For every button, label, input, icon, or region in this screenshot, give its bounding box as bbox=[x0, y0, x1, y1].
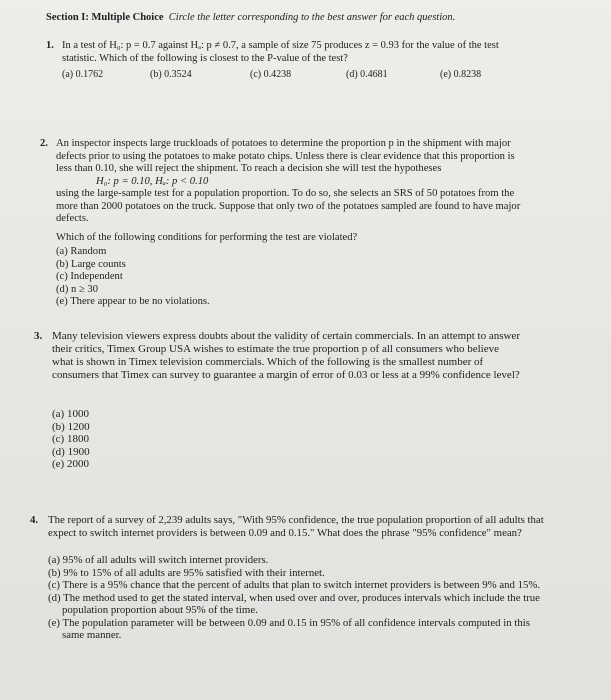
q2-line: more than 2000 potatoes on the truck. Suppose that only two of the potatoes sampled are found to have major bbox=[56, 200, 521, 212]
option-c[interactable]: (c) 1800 bbox=[52, 433, 89, 445]
option-e[interactable]: (e) 2000 bbox=[52, 458, 89, 470]
question-1 bbox=[46, 40, 586, 82]
option-d[interactable]: (d) The method used to get the stated interval, when used over and over, produces intervals which include the true bbox=[48, 591, 540, 604]
question-number: 2. bbox=[40, 138, 48, 149]
option-e[interactable]: (e) There appear to be no violations. bbox=[56, 296, 210, 307]
option-a[interactable]: (a) 95% of all adults will switch internet providers. bbox=[48, 554, 269, 566]
q1-options bbox=[62, 69, 586, 82]
option-a[interactable]: (a) 0.1762 bbox=[62, 69, 104, 80]
q3-options bbox=[52, 408, 604, 471]
question-number: 3. bbox=[34, 330, 43, 342]
option-e[interactable]: (e) The population parameter will be between 0.09 and 0.15 in 95% of all confidence intervals computed in this bbox=[48, 616, 530, 629]
q4-line: expect to switch internet providers is between 0.09 and 0.15." What does the phrase "95% confidence" mean? bbox=[48, 527, 522, 539]
option-d[interactable]: (d) 1900 bbox=[52, 445, 90, 458]
q2-prompt: Which of the following conditions for performing the test are violated? bbox=[56, 231, 358, 243]
option-b[interactable]: (b) 9% to 15% of all adults are 95% satisfied with their internet. bbox=[48, 566, 325, 579]
question-text bbox=[56, 138, 600, 244]
q1-line: In a test of H₀: p = 0.7 against Hₐ: p ≠ 0.7, a sample of size 75 produces z = 0.93 for the value of the test bbox=[62, 40, 499, 51]
q2-line: using the large-sample test for a population proportion. To do so, she selects an SRS of 50 potatoes from the bbox=[56, 188, 515, 199]
q2-line: less than 0.10, she will reject the shipment. To reach a decision she will test the hypotheses bbox=[56, 163, 442, 174]
option-a[interactable]: (a) Random bbox=[56, 246, 107, 257]
q3-line: Many television viewers express doubts about the validity of certain commercials. In an attempt to answer bbox=[52, 330, 520, 342]
q4-options bbox=[48, 554, 605, 642]
q2-options bbox=[56, 246, 600, 309]
option-c[interactable]: (c) Independent bbox=[56, 271, 123, 282]
question-text bbox=[48, 514, 605, 540]
q2-line: An inspector inspects large truckloads of potatoes to determine the proportion p in the shipment with major bbox=[56, 138, 511, 149]
question-number: 4. bbox=[30, 514, 39, 526]
option-e-continued: same manner. bbox=[62, 629, 122, 641]
option-c[interactable]: (c) There is a 95% chance that the percent of adults that plan to switch internet providers is between 9% and 15%. bbox=[48, 579, 541, 591]
q4-line: The report of a survey of 2,239 adults says, "With 95% confidence, the true population proportion of all adults that bbox=[48, 514, 544, 526]
option-b[interactable]: (b) Large counts bbox=[56, 258, 126, 270]
question-number: 1. bbox=[46, 40, 54, 51]
hypotheses: H₀: p = 0.10, Hₐ: p < 0.10 bbox=[96, 175, 209, 187]
option-e[interactable]: (e) 0.8238 bbox=[440, 69, 482, 80]
section-header bbox=[46, 12, 455, 23]
section-title: Section I: Multiple Choice bbox=[46, 12, 164, 23]
option-d[interactable]: (d) n ≥ 30 bbox=[56, 283, 99, 295]
question-3 bbox=[34, 330, 604, 471]
option-b[interactable]: (b) 1200 bbox=[52, 420, 90, 433]
option-d-continued: population proportion about 95% of the time. bbox=[62, 604, 258, 616]
question-text bbox=[52, 330, 604, 382]
q3-line: their critics, Timex Group USA wishes to estimate the true proportion p of all consumers who believe bbox=[52, 343, 499, 355]
option-b[interactable]: (b) 0.3524 bbox=[150, 69, 192, 80]
q3-line: what is shown in Timex television commercials. Which of the following is the smallest number of bbox=[52, 356, 484, 368]
q2-line: defects. bbox=[56, 213, 89, 224]
section-instruction: Circle the letter corresponding to the best answer for each question. bbox=[168, 12, 456, 23]
option-a[interactable]: (a) 1000 bbox=[52, 408, 89, 420]
q2-line: defects prior to using the potatoes to make potato chips. Unless there is clear evidence that this proportion is bbox=[56, 150, 515, 162]
option-d[interactable]: (d) 0.4681 bbox=[346, 69, 388, 80]
option-c[interactable]: (c) 0.4238 bbox=[250, 69, 292, 80]
question-text bbox=[62, 40, 586, 65]
q1-line: statistic. Which of the following is closest to the P-value of the test? bbox=[62, 52, 348, 64]
question-4 bbox=[30, 514, 605, 642]
question-2 bbox=[40, 138, 600, 309]
q3-line: consumers that Timex can survey to guarantee a margin of error of 0.03 or less at a 99% confidence level? bbox=[52, 369, 520, 381]
